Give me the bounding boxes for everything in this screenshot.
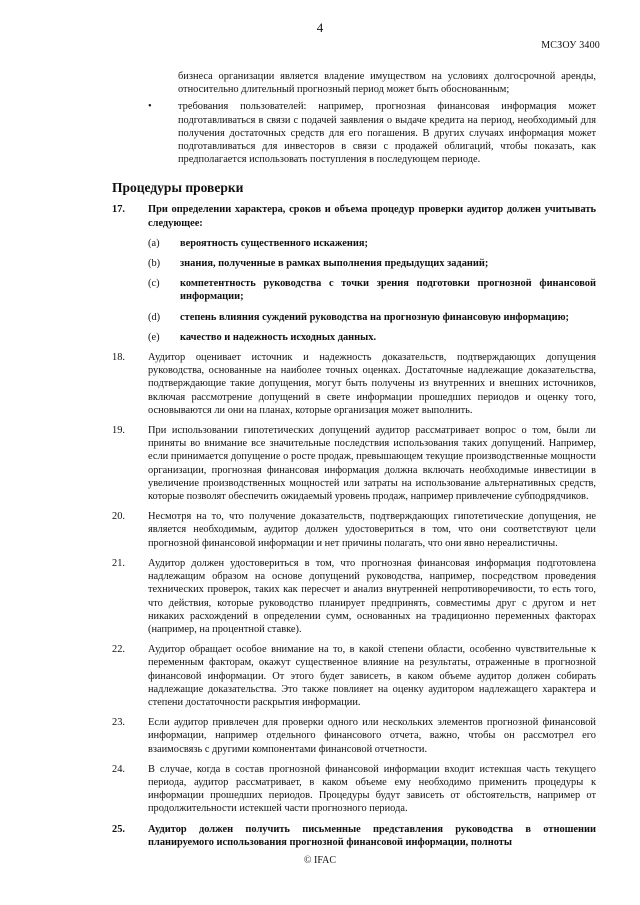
- paragraph-text: Несмотря на то, что получение доказательств, подтверждающих гипотетические допущения, не является необходимым, аудитор должен удостовериться в том, что они соответствуют цели прогнозной финансовой информации и нет причины полагать, что они явно нереалистичны.: [148, 511, 596, 549]
- paragraph-text: Аудитор оценивает источник и надежность доказательств, подтверждающих допущения руководства, основанные на наиболее точных оценках. Достаточные надлежащие доказательства, подтверждающие такие допущения, могут быть получены из внутренних и внешних источников, включая рассмотрение допущений в свете информации прошедших периодов и оценку того, основываются ли они на планах, которые организация может выполнить.: [148, 352, 596, 416]
- paragraph-number: 22.: [112, 644, 125, 656]
- paragraph-text: Если аудитор привлечен для проверки одного или нескольких элементов прогнозной финансовой информации, например отдельного финансового отчета, важно, чтобы он рассмотрел его взаимосвязь с другими компонентами финансовой отчетности.: [148, 717, 596, 755]
- paragraph-number: 18.: [112, 352, 125, 364]
- subitem-a: [0, 237, 640, 250]
- page-content: [0, 70, 640, 849]
- paragraph-text: При использовании гипотетических допущений аудитор рассматривает вопрос о том, были ли приняты во внимание все значительные последствия использования таких допущений. Например, если принимается допущение о росте продаж, превышающем текущие производственные мощности организации, прогнозная финансовая информация должна включать необходимые инвестиции в увеличение производственных мощностей или затраты на использование альтернативных средств, которые позволят обеспечить ожидаемый уровень продаж, например привлечение субподрядчиков.: [148, 425, 596, 503]
- subitem-e: [0, 331, 640, 344]
- subitem-text: качество и надежность исходных данных.: [180, 331, 377, 343]
- paragraph-25: [0, 823, 640, 849]
- paragraph-18: [0, 351, 640, 417]
- bullet-text: требования пользователей: например, прогнозная финансовая информация может подготавливаться в связи с подачей заявления о выдаче кредита на период, необходимый для получения достаточных средств для его погашения. В других случаях информация может подготавливаться для инвесторов в связи с продажей облигаций, чтобы показать, как предполагается использовать поступления в последующем периоде.: [178, 101, 596, 166]
- subitem-d: [0, 311, 640, 324]
- subitem-letter: (c): [148, 278, 160, 290]
- footer-copyright: © IFAC: [303, 855, 337, 866]
- paragraph-20: [0, 510, 640, 550]
- continuation-paragraph: бизнеса организации является владение имуществом на условиях долгосрочной аренды, относительно длительный прогнозный период может быть обоснованным;: [178, 71, 596, 96]
- subitem-text: вероятность существенного искажения;: [180, 237, 368, 249]
- subitem-letter: (b): [148, 258, 161, 270]
- paragraph-24: [0, 763, 640, 816]
- paragraph-23: [0, 716, 640, 756]
- standard-code: МСЗОУ 3400: [541, 40, 600, 51]
- subitem-letter: (a): [148, 237, 160, 249]
- subitem-text: степень влияния суждений руководства на прогнозную финансовую информацию;: [180, 311, 570, 323]
- paragraph-text: В случае, когда в состав прогнозной финансовой информации входит истекшая часть текущего периода, аудитор рассматривает, в каком объеме ему необходимо применить процедуры к информации прошедших периодов. Процедуры будут зависеть от обстоятельств, например от продолжительности истекшей части прогнозного периода.: [148, 763, 596, 815]
- paragraph-text: При определении характера, сроков и объема процедур проверки аудитор должен учитывать следующее:: [148, 204, 596, 229]
- paragraph-number: 21.: [112, 557, 125, 569]
- subitem-letter: (d): [148, 311, 161, 323]
- paragraph-text: Аудитор должен получить письменные представления руководства в отношении планируемого использования прогнозной финансовой информации, полноты: [148, 823, 596, 848]
- subitem-c: [0, 277, 640, 303]
- paragraph-text: Аудитор обращает особое внимание на то, в какой степени области, особенно чувствительные к переменным факторам, окажут существенное влияние на результаты, отраженные в прогнозной финансовой информации. От этого будет зависеть, в каком объеме аудитор должен собирать надлежащие доказательства. Это также повлияет на оценку аудитором надлежащего характера и степени достаточности раскрытия информации.: [148, 644, 596, 708]
- paragraph-number: 23.: [112, 717, 125, 729]
- paragraph-number: 19.: [112, 425, 125, 437]
- subitem-b: [0, 257, 640, 270]
- paragraph-number: 24.: [112, 763, 125, 775]
- paragraph-22: [0, 643, 640, 709]
- paragraph-number: 25.: [112, 823, 125, 835]
- paragraph-21: [0, 557, 640, 636]
- subitem-text: компетентность руководства с точки зрения подготовки прогнозной финансовой информации;: [180, 278, 596, 303]
- paragraph-number: 17.: [112, 204, 125, 216]
- page-number: 4: [316, 20, 324, 35]
- section-heading: Процедуры проверки: [112, 180, 244, 196]
- paragraph-text: Аудитор должен удостовериться в том, что прогнозная финансовая информация подготовлена надлежащим образом на основе допущений руководства, например, посредством проведения технических проверок, таких как пересчет и анализ внутренней непротиворечивости, то есть того, что действия, которые руководство планирует предпринять, совместимы друг с другом и нет никаких расхождений в определении сумм, основанных на традиционно переменных факторах (например, на процентной ставке).: [148, 557, 596, 635]
- paragraph-19: [0, 424, 640, 503]
- subitem-letter: (e): [148, 331, 160, 343]
- subitem-text: знания, полученные в рамках выполнения предыдущих заданий;: [180, 258, 489, 270]
- bullet-icon: •: [148, 101, 152, 113]
- paragraph-number: 20.: [112, 511, 125, 523]
- bullet-item: [0, 100, 640, 166]
- paragraph-17: [0, 203, 640, 229]
